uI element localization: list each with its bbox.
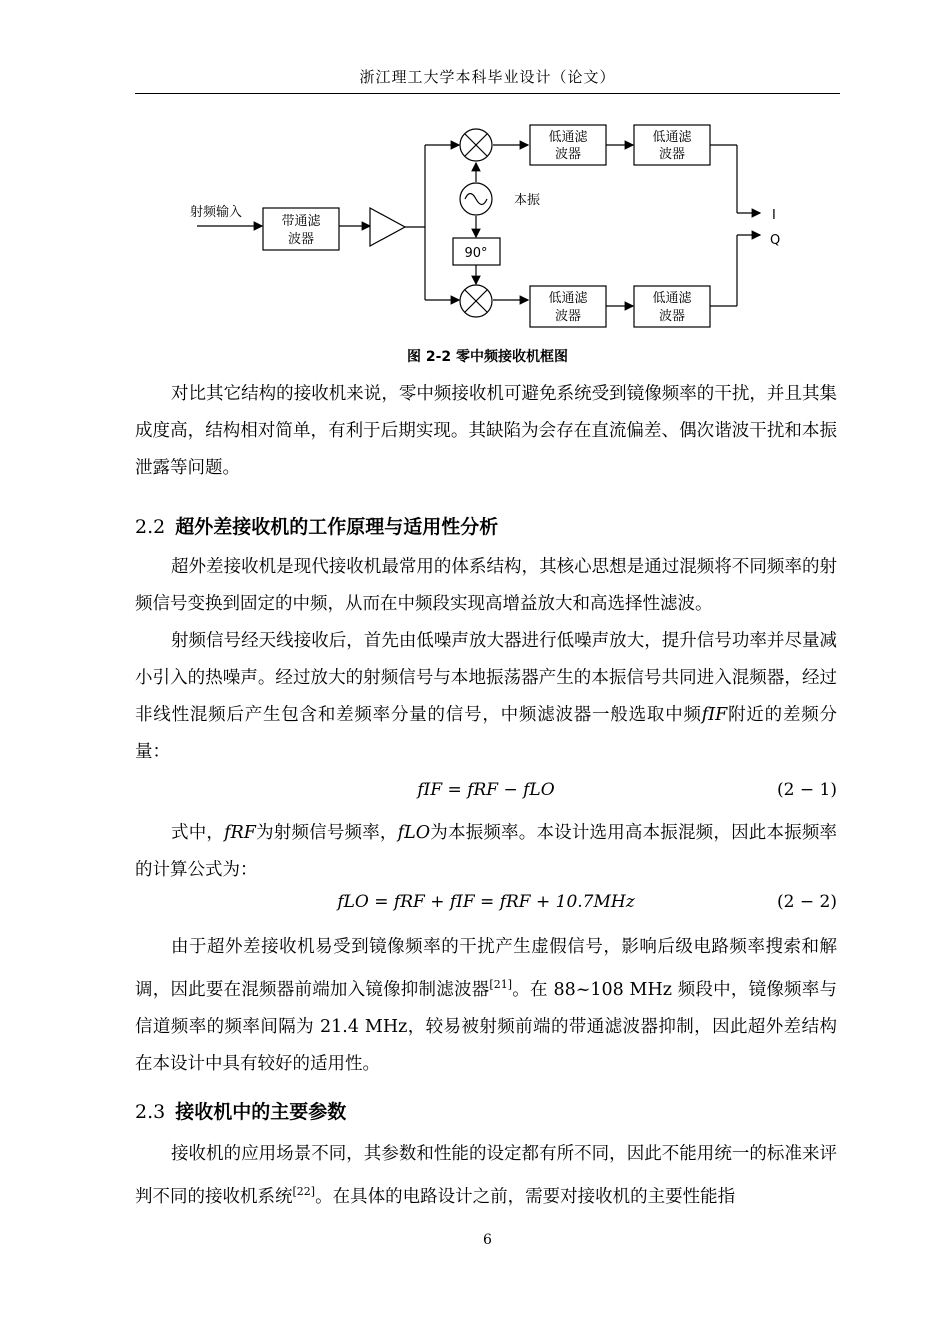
paragraph-1: 对比其它结构的接收机来说，零中频接收机可避免系统受到镜像频率的干扰，并且其集成度高，结构相对简单，有利于后期实现。其缺陷为会存在直流偏差、偶次谐波干扰和本振泄露等问题。: [135, 384, 837, 478]
zero-if-receiver-diagram: [0, 0, 950, 345]
equation-2-2: fLO = fRF + fIF = fRF + 10.7MHz (2 − 2): [337, 892, 837, 912]
bandpass-label-2: 波器: [287, 232, 315, 247]
mixer-bottom: [460, 285, 492, 317]
paragraph-6: 接收机的应用场景不同，其参数和性能的设定都有所不同，因此不能用统一的标准来评判不同的接收机系统[22]。在具体的电路设计之前，需要对接收机的主要性能指: [135, 1144, 837, 1207]
paragraph-3: 射频信号经天线接收后，首先由低噪声放大器进行低噪声放大，提升信号功率并尽量减小引入的热噪声。经过放大的射频信号与本地振荡器产生的本振信号共同进入混频器，经过非线性混频后产生包含和差频率分量的信号，中频滤波器一般选取中频fIF附近的差频分量：: [135, 631, 838, 762]
phase-label: 90°: [464, 246, 488, 261]
mixer-top: [460, 129, 492, 161]
figure-caption: 图 2-2 零中频接收机框图: [406, 349, 569, 365]
symbol-fif: fIF: [701, 705, 728, 725]
svg-text:波器: 波器: [554, 147, 582, 162]
output-i-label: I: [772, 208, 776, 223]
svg-text:波器: 波器: [658, 309, 686, 324]
page-number: 6: [483, 1232, 492, 1248]
paragraph-5: 由于超外差接收机易受到镜像频率的干扰产生虚假信号，影响后级电路频率搜索和解调，因此要在混频器前端加入镜像抑制滤波器[21]。在 88~108 MHz 频段中，镜像频率与信道频率的频率间隔为 21.4 MHz，较易被射频前端的带通滤波器抑制，因此超外差结构在本设计中具有较好的适用性。: [135, 937, 838, 1074]
equation-2-1: fIF = fRF − fLO (2 − 1): [417, 780, 837, 800]
svg-text:波器: 波器: [658, 147, 686, 162]
output-q-label: Q: [770, 233, 781, 248]
paragraph-4: 式中，fRF为射频信号频率，fLO为本振频率。本设计选用高本振混频，因此本振频率的计算公式为：: [135, 823, 838, 880]
section-heading-2-3: 2.3 接收机中的主要参数: [135, 1101, 347, 1123]
bandpass-label-1: 带通滤: [281, 214, 321, 229]
svg-text:低通滤: 低通滤: [652, 130, 692, 145]
paragraph-2: 超外差接收机是现代接收机最常用的体系结构，其核心思想是通过混频将不同频率的射频信号变换到固定的中频，从而在中频段实现高增益放大和高选择性滤波。: [135, 557, 837, 614]
svg-text:波器: 波器: [554, 309, 582, 324]
section-heading-2-2: 2.2 超外差接收机的工作原理与适用性分析: [135, 516, 499, 538]
svg-text:低通滤: 低通滤: [652, 291, 692, 306]
svg-text:低通滤: 低通滤: [548, 291, 588, 306]
running-header: 浙江理工大学本科毕业设计（论文）: [359, 68, 616, 86]
svg-text:低通滤: 低通滤: [548, 130, 588, 145]
local-oscillator: [460, 183, 492, 215]
rf-input-label: 射频输入: [190, 205, 243, 220]
lo-label: 本振: [514, 193, 541, 208]
